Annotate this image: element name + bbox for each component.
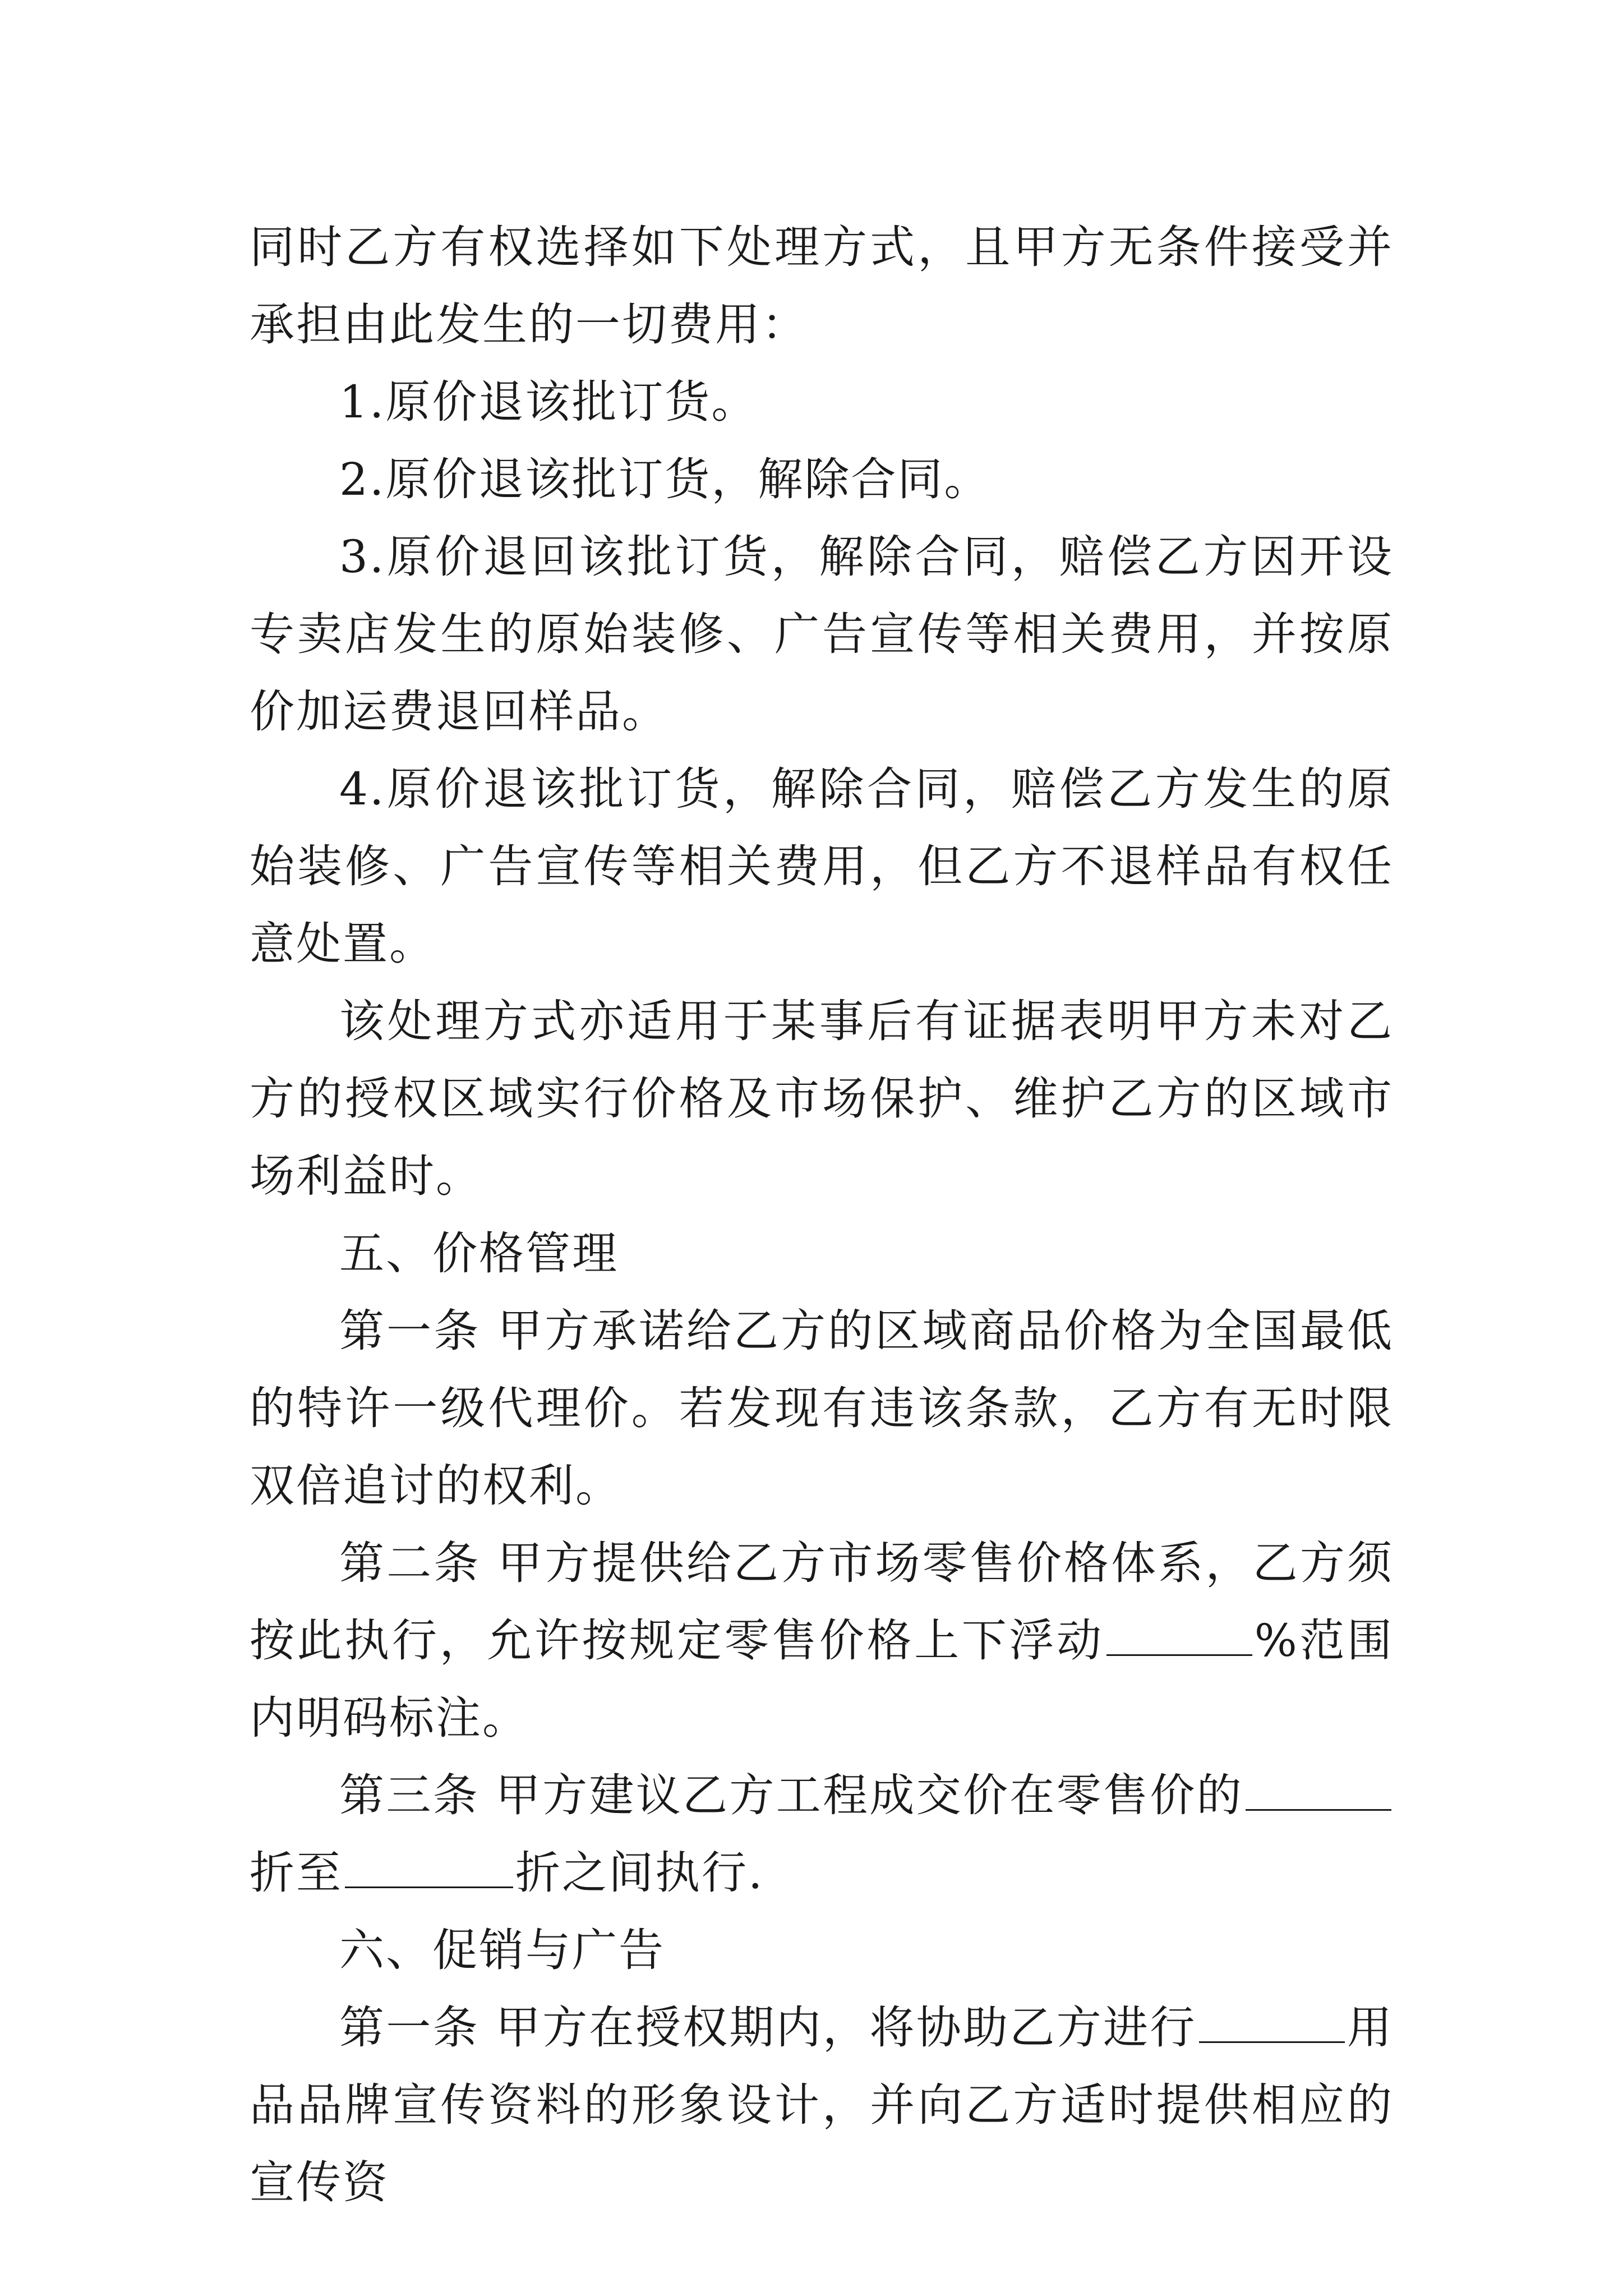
option-2: 2.原价退该批订货，解除合同。 (339, 453, 991, 505)
blank-float-percent (1106, 1615, 1252, 1656)
document-page (250, 209, 1394, 2221)
promotion-text-b: 用品品牌宣传资料的形象设计，并向乙方适时提供相应的宣传资 (250, 2001, 1394, 2208)
blank-discount-from (1246, 1770, 1391, 1811)
article-2-text-b: %范围内明码标注。 (250, 1614, 1394, 1744)
paragraph-processing-methods: 同时乙方有权选择如下处理方式，且甲方无条件接受并承担由此发生的一切费用： (250, 221, 1394, 351)
option-1: 1.原价退该批订货。 (339, 376, 758, 428)
blank-product-category (1199, 2002, 1345, 2043)
article-3-text-c: 折之间执行. (515, 1847, 764, 1899)
article-2-text-a: 第二条 甲方提供给乙方市场零售价格体系，乙方须按此执行，允许按规定零售价格上下浮动 (250, 1537, 1394, 1667)
article-1-price: 第一条 甲方承诺给乙方的区域商品价格为全国最低的特许一级代理价。若发现有违该条款，乙方有无时限双倍追讨的权利。 (250, 1305, 1394, 1512)
article-3-text-a: 第三条 甲方建议乙方工程成交价在零售价的 (339, 1769, 1243, 1821)
article-3-price (250, 1757, 1394, 1912)
article-2-price (250, 1525, 1394, 1757)
paragraph-applicability: 该处理方式亦适用于某事后有证据表明甲方未对乙方的授权区域实行价格及市场保护、维护乙方的区域市场利益时。 (250, 995, 1394, 1202)
section-heading-price-management: 五、价格管理 (339, 1227, 619, 1280)
promotion-text-a: 第一条 甲方在授权期内，将协助乙方进行 (339, 2001, 1197, 2054)
article-3-text-b: 折至 (250, 1847, 343, 1899)
blank-discount-to (345, 1847, 513, 1888)
article-1-promotion (250, 1989, 1394, 2221)
option-3: 3.原价退回该批订货，解除合同，赔偿乙方因开设专卖店发生的原始装修、广告宣传等相关费用，并按原价加运费退回样品。 (250, 531, 1394, 738)
section-heading-promotion: 六、促销与广告 (339, 1924, 665, 1976)
option-4: 4.原价退该批订货，解除合同，赔偿乙方发生的原始装修、广告宣传等相关费用，但乙方不退样品有权任意处置。 (250, 763, 1394, 970)
